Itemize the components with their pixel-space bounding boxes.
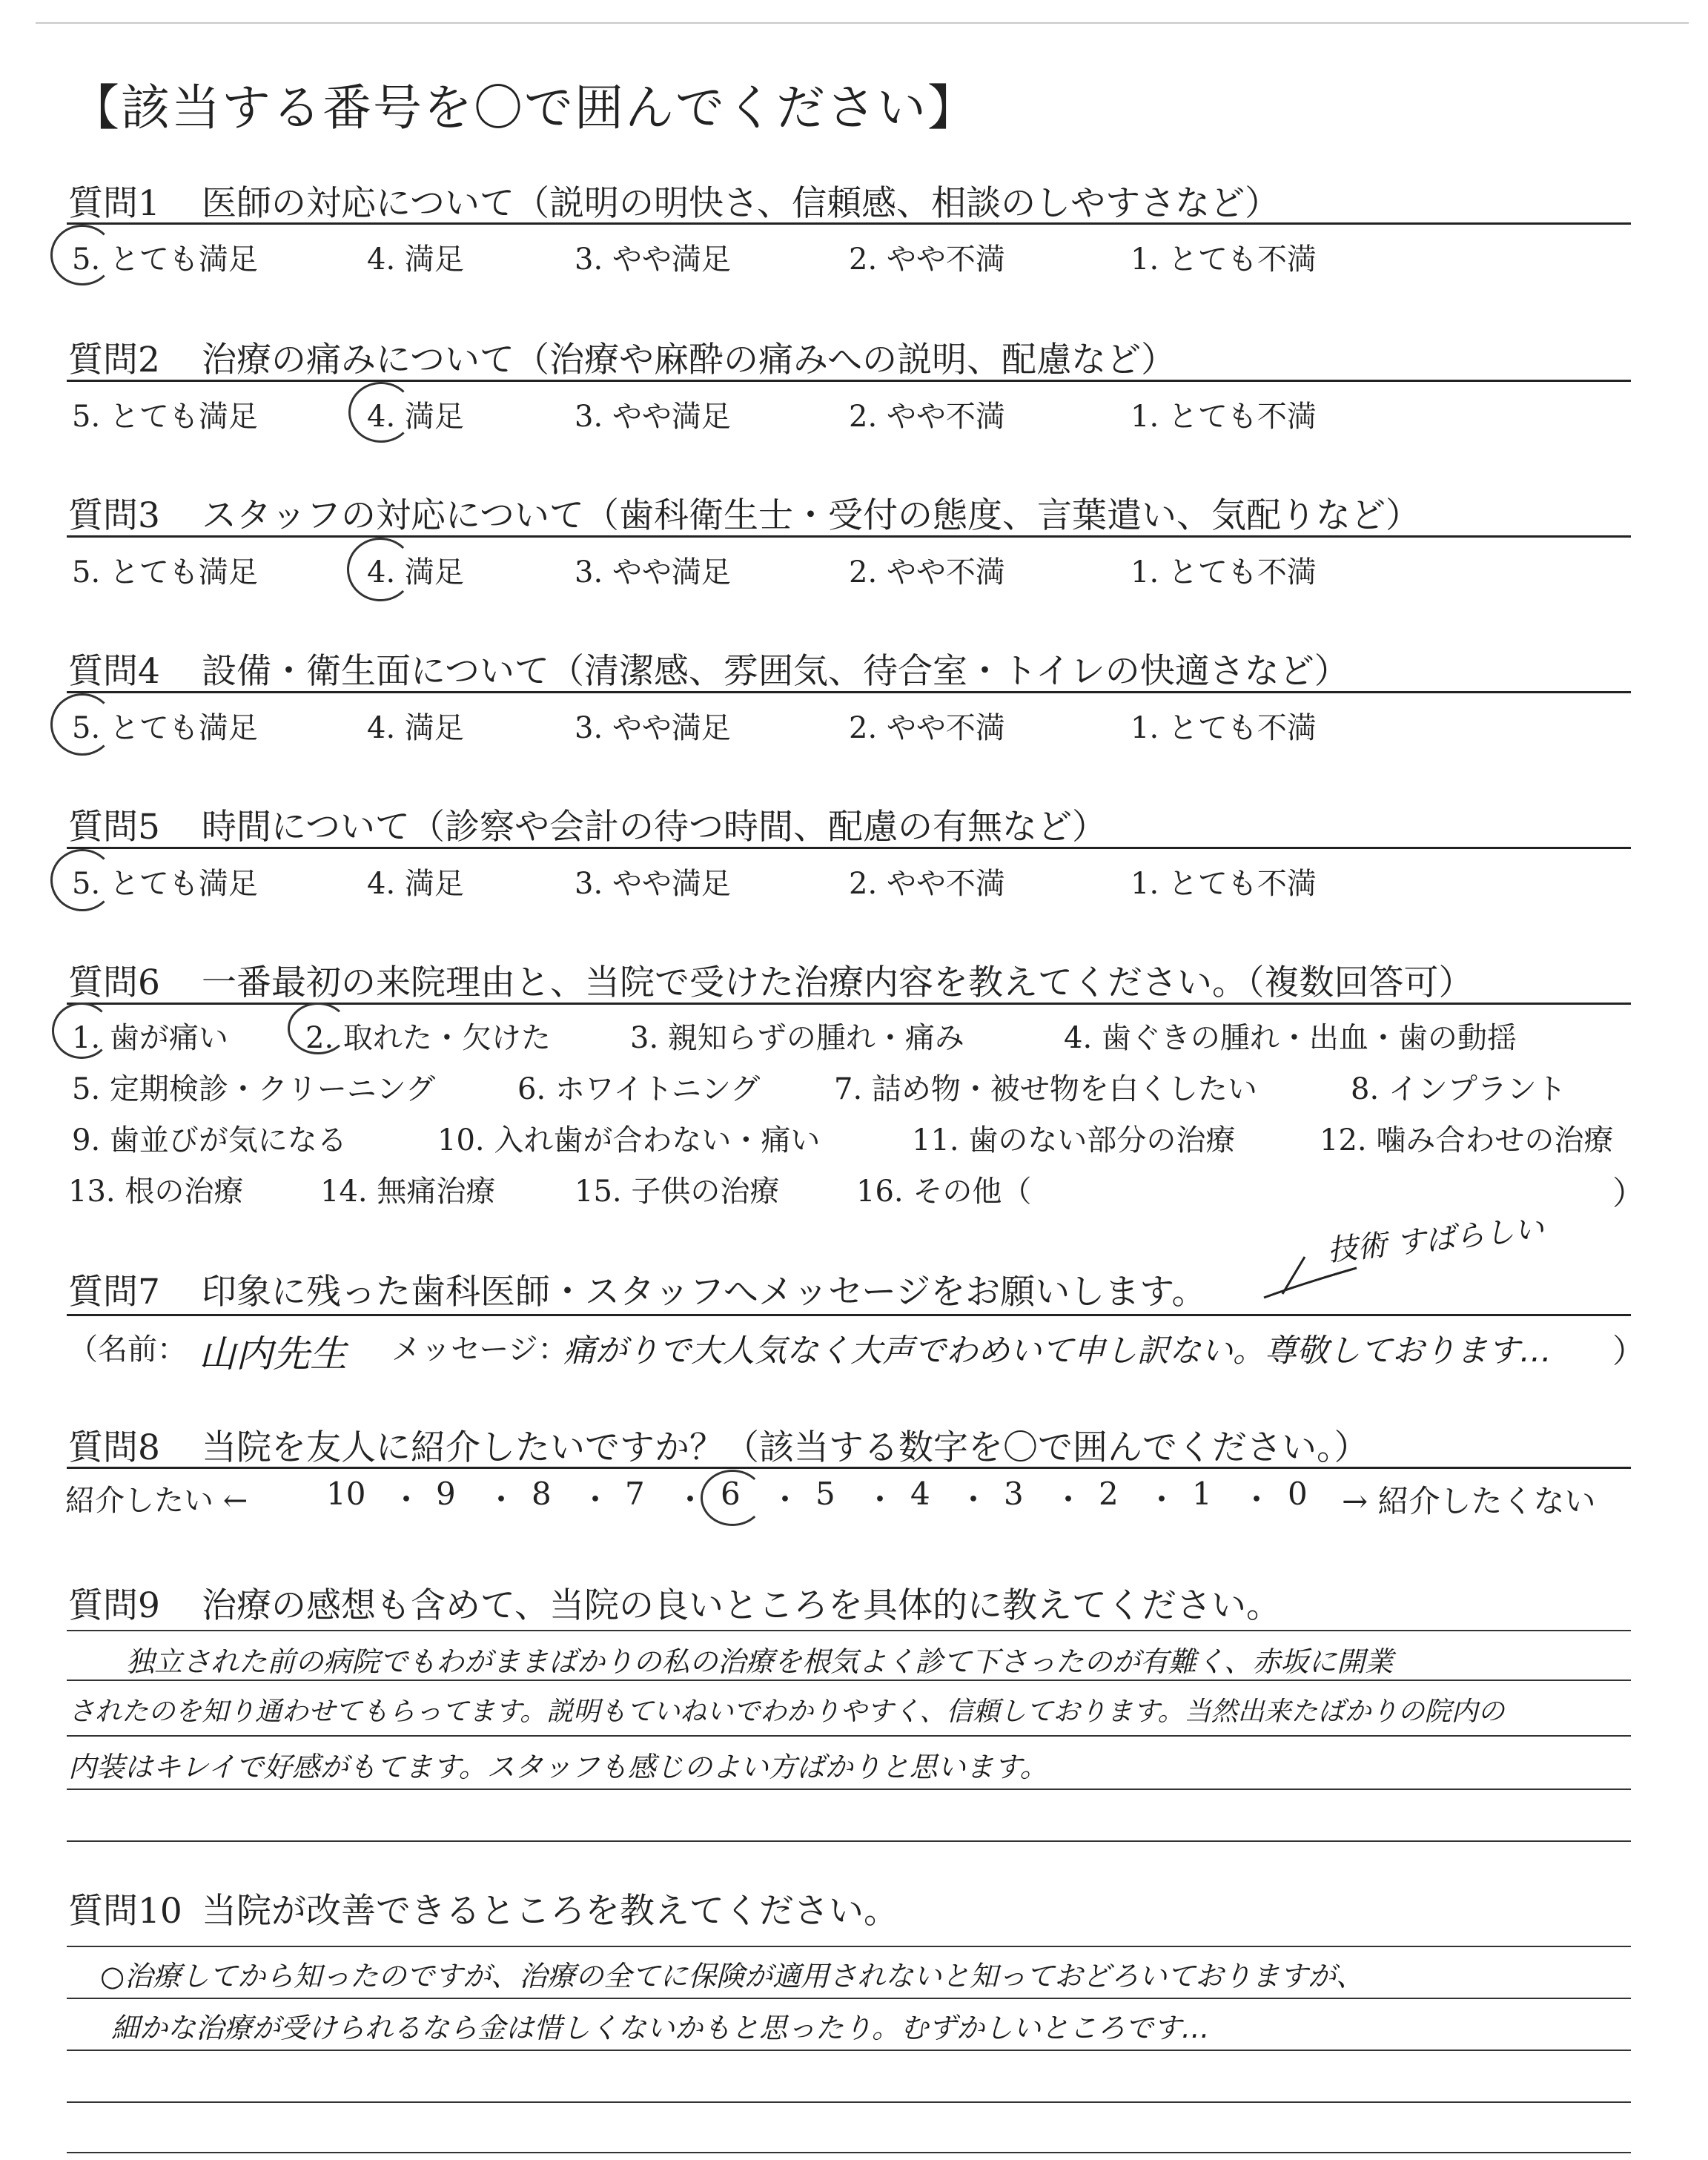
q10-line	[67, 2152, 1631, 2153]
q8-scale-2[interactable]: 2	[1099, 1476, 1119, 1512]
question-7-rule	[67, 1314, 1631, 1316]
q8-scale-8[interactable]: 8	[532, 1476, 552, 1512]
q8-scale-dot: ・	[391, 1482, 423, 1518]
q8-scale-0[interactable]: 0	[1288, 1476, 1308, 1512]
q4-option-1[interactable]: 1. とても不満	[1131, 711, 1317, 745]
question-1-label: 質問1	[68, 183, 160, 224]
question-2-rule	[67, 380, 1631, 382]
question-9-label: 質問9	[68, 1585, 160, 1626]
q9-line	[67, 1735, 1631, 1737]
q4-option-5[interactable]: 5. とても満足	[72, 711, 258, 745]
q6-option-6[interactable]: 6. ホワイトニング	[517, 1072, 761, 1106]
q5-option-1[interactable]: 1. とても不満	[1131, 867, 1317, 901]
q5-selection-circle	[50, 849, 114, 911]
q4-option-4[interactable]: 4. 満足	[367, 711, 464, 745]
q10-line	[67, 2101, 1631, 2103]
question-8-text: 当院を友人に紹介したいですか？（該当する数字を〇で囲んでください。）	[202, 1427, 1369, 1468]
q8-scale-dot: ・	[1146, 1482, 1178, 1518]
q5-option-2[interactable]: 2. やや不満	[849, 867, 1005, 901]
q6-selection-circle-2	[288, 1003, 348, 1054]
q6-option-8[interactable]: 8. インプラント	[1351, 1072, 1566, 1106]
question-5-label: 質問5	[68, 807, 160, 848]
q6-option-3[interactable]: 3. 親知らずの腫れ・痛み	[630, 1021, 964, 1055]
q5-option-3[interactable]: 3. やや満足	[575, 867, 731, 901]
q6-option-16[interactable]: 16. その他（	[856, 1175, 1032, 1209]
q9-line	[67, 1630, 1631, 1631]
q2-option-3[interactable]: 3. やや満足	[575, 400, 731, 434]
q8-left-label: 紹介したい ←	[65, 1484, 248, 1518]
q4-option-3[interactable]: 3. やや満足	[575, 711, 731, 745]
q7-caret-mark	[1260, 1253, 1364, 1305]
question-3-label: 質問3	[68, 495, 160, 536]
q3-option-3[interactable]: 3. やや満足	[575, 555, 731, 589]
q5-option-5[interactable]: 5. とても満足	[72, 867, 258, 901]
q7-handwritten-message[interactable]: 痛がりで大人気なく大声でわめいて申し訳ない。尊敬しております…	[563, 1332, 1552, 1370]
q8-scale-3[interactable]: 3	[1004, 1476, 1024, 1512]
q1-option-5[interactable]: 5. とても満足	[72, 242, 258, 277]
question-6-text: 一番最初の来院理由と、当院で受けた治療内容を教えてください。（複数回答可）	[202, 962, 1474, 1003]
q8-scale-9[interactable]: 9	[436, 1476, 456, 1512]
q6-option-15[interactable]: 15. 子供の治療	[575, 1175, 780, 1209]
q8-scale-10[interactable]: 10	[326, 1476, 366, 1512]
question-2-text: 治療の痛みについて（治療や麻酔の痛みへの説明、配慮など）	[202, 340, 1176, 380]
question-4-label: 質問4	[68, 651, 160, 692]
question-8	[68, 1420, 1369, 1470]
q6-option-4[interactable]: 4. 歯ぐきの腫れ・出血・歯の動揺	[1064, 1021, 1517, 1055]
q3-option-5[interactable]: 5. とても満足	[72, 555, 258, 589]
page-heading: 【該当する番号を〇で囲んでください】	[70, 79, 978, 136]
q2-option-4[interactable]: 4. 満足	[367, 400, 464, 434]
q1-selection-circle	[50, 225, 114, 285]
question-4-text: 設備・衛生面について（清潔感、雰囲気、待合室・トイレの快適さなど）	[202, 651, 1349, 692]
q2-option-1[interactable]: 1. とても不満	[1131, 400, 1317, 434]
q10-line	[67, 2050, 1631, 2051]
question-10-text: 当院が改善できるところを教えてください。	[202, 1891, 898, 1932]
q1-option-1[interactable]: 1. とても不満	[1131, 242, 1317, 277]
q2-option-2[interactable]: 2. やや不満	[849, 400, 1005, 434]
q4-selection-circle	[50, 693, 114, 756]
q6-option-11[interactable]: 11. 歯のない部分の治療	[912, 1123, 1236, 1157]
question-8-label: 質問8	[68, 1427, 160, 1468]
q6-option-7[interactable]: 7. 詰め物・被せ物を白くしたい	[834, 1072, 1257, 1106]
question-4	[68, 644, 1349, 693]
question-5-text: 時間について（診察や会計の待つ時間、配慮の有無など）	[202, 807, 1108, 848]
q1-option-4[interactable]: 4. 満足	[367, 242, 464, 277]
q8-scale-dot: ・	[769, 1482, 801, 1518]
q1-option-3[interactable]: 3. やや満足	[575, 242, 731, 277]
question-2-label: 質問2	[68, 340, 160, 380]
question-5-rule	[67, 847, 1631, 849]
q8-scale-dot: ・	[675, 1482, 706, 1518]
q4-option-2[interactable]: 2. やや不満	[849, 711, 1005, 745]
question-7-text: 印象に残った歯科医師・スタッフへメッセージをお願いします。	[202, 1272, 1207, 1312]
q2-option-5[interactable]: 5. とても満足	[72, 400, 258, 434]
q8-scale-dot: ・	[864, 1482, 896, 1518]
q7-handwritten-margin-note: 技術 すばらしい	[1325, 1211, 1546, 1269]
q8-scale-1[interactable]: 1	[1192, 1476, 1212, 1512]
q10-line	[67, 1946, 1631, 1947]
q7-handwritten-name[interactable]: 山内先生	[199, 1332, 347, 1375]
q2-selection-circle	[348, 382, 414, 443]
q6-other-close-paren: ）	[1612, 1175, 1645, 1212]
q9-line	[67, 1789, 1631, 1790]
q7-message-label: メッセージ：	[391, 1332, 568, 1367]
question-2	[68, 332, 1176, 382]
question-6-rule	[67, 1003, 1631, 1005]
question-1	[68, 176, 1280, 225]
q1-option-2[interactable]: 2. やや不満	[849, 242, 1005, 277]
q8-scale-dot: ・	[486, 1482, 517, 1518]
q10-answer-line-1[interactable]: ○治療してから知ったのですが、治療の全てに保険が適用されないと知っておどろいておりますが、	[100, 1960, 1365, 1992]
q10-line	[67, 1998, 1631, 1999]
q3-option-2[interactable]: 2. やや不満	[849, 555, 1005, 589]
q8-scale-6[interactable]: 6	[721, 1476, 741, 1512]
q7-close-paren: ）	[1612, 1332, 1645, 1370]
question-10	[68, 1883, 898, 1933]
top-border-line	[36, 22, 1689, 24]
q6-option-1[interactable]: 1. 歯が痛い	[72, 1021, 228, 1055]
q9-line	[67, 1840, 1631, 1842]
q3-selection-circle	[347, 538, 414, 601]
q6-option-13[interactable]: 13. 根の治療	[68, 1175, 244, 1209]
q8-scale-dot: ・	[1053, 1482, 1085, 1518]
q8-scale-dot: ・	[958, 1482, 990, 1518]
question-1-rule	[67, 222, 1631, 225]
q6-option-12[interactable]: 12. 噛み合わせの治療	[1320, 1123, 1614, 1157]
q6-option-9[interactable]: 9. 歯並びが気になる	[72, 1123, 347, 1157]
q3-option-4[interactable]: 4. 満足	[367, 555, 464, 589]
q9-answer-line-1[interactable]: 独立された前の病院でもわがままばかりの私の治療を根気よく診て下さったのが有難く、赤坂に開業	[126, 1645, 1394, 1678]
q8-right-label: → 紹介したくない	[1342, 1483, 1596, 1519]
q8-scale-dot: ・	[1241, 1482, 1273, 1518]
q10-answer-line-2[interactable]: 細かな治療が受けられるなら金は惜しくないかもと思ったり。むずかしいところです…	[111, 2012, 1210, 2044]
question-5	[68, 799, 1107, 849]
q8-selection-circle	[701, 1470, 764, 1526]
question-4-rule	[67, 691, 1631, 693]
question-3	[68, 488, 1420, 538]
q6-option-5[interactable]: 5. 定期検診・クリーニング	[72, 1072, 436, 1106]
question-1-text: 医師の対応について（説明の明快さ、信頼感、相談のしやすさなど）	[202, 183, 1280, 224]
question-3-rule	[67, 535, 1631, 538]
q8-scale-4[interactable]: 4	[910, 1476, 930, 1512]
q3-option-1[interactable]: 1. とても不満	[1131, 555, 1317, 589]
q6-option-14[interactable]: 14. 無痛治療	[320, 1175, 496, 1209]
question-8-rule	[67, 1467, 1631, 1469]
q9-line	[67, 1680, 1631, 1681]
question-7	[68, 1264, 1206, 1314]
q8-scale-dot: ・	[580, 1482, 612, 1518]
question-6	[68, 955, 1474, 1005]
q5-option-4[interactable]: 4. 満足	[367, 867, 464, 901]
q8-scale-5[interactable]: 5	[815, 1476, 835, 1512]
question-6-label: 質問6	[68, 962, 160, 1003]
q6-selection-circle-1	[52, 1003, 111, 1059]
question-3-text: スタッフの対応について（歯科衛生士・受付の態度、言葉遣い、気配りなど）	[202, 495, 1421, 536]
q9-answer-line-3[interactable]: 内装はキレイで好感がもてます。スタッフも感じのよい方ばかりと思います。	[68, 1751, 1048, 1783]
q7-name-label: （名前：	[68, 1332, 187, 1367]
q9-answer-line-2[interactable]: されたのを知り通わせてもらってます。説明もていねいでわかりやすく、信頼しております。当然出来たばかりの院内の	[68, 1697, 1505, 1727]
question-7-label: 質問7	[68, 1272, 160, 1312]
question-9-text: 治療の感想も含めて、当院の良いところを具体的に教えてください。	[202, 1585, 1282, 1626]
q6-option-2[interactable]: 2. 取れた・欠けた	[305, 1021, 551, 1055]
question-9	[68, 1578, 1281, 1628]
q6-option-10[interactable]: 10. 入れ歯が合わない・痛い	[437, 1123, 821, 1157]
question-10-label: 質問10	[68, 1891, 182, 1932]
q8-scale-7[interactable]: 7	[625, 1476, 645, 1512]
